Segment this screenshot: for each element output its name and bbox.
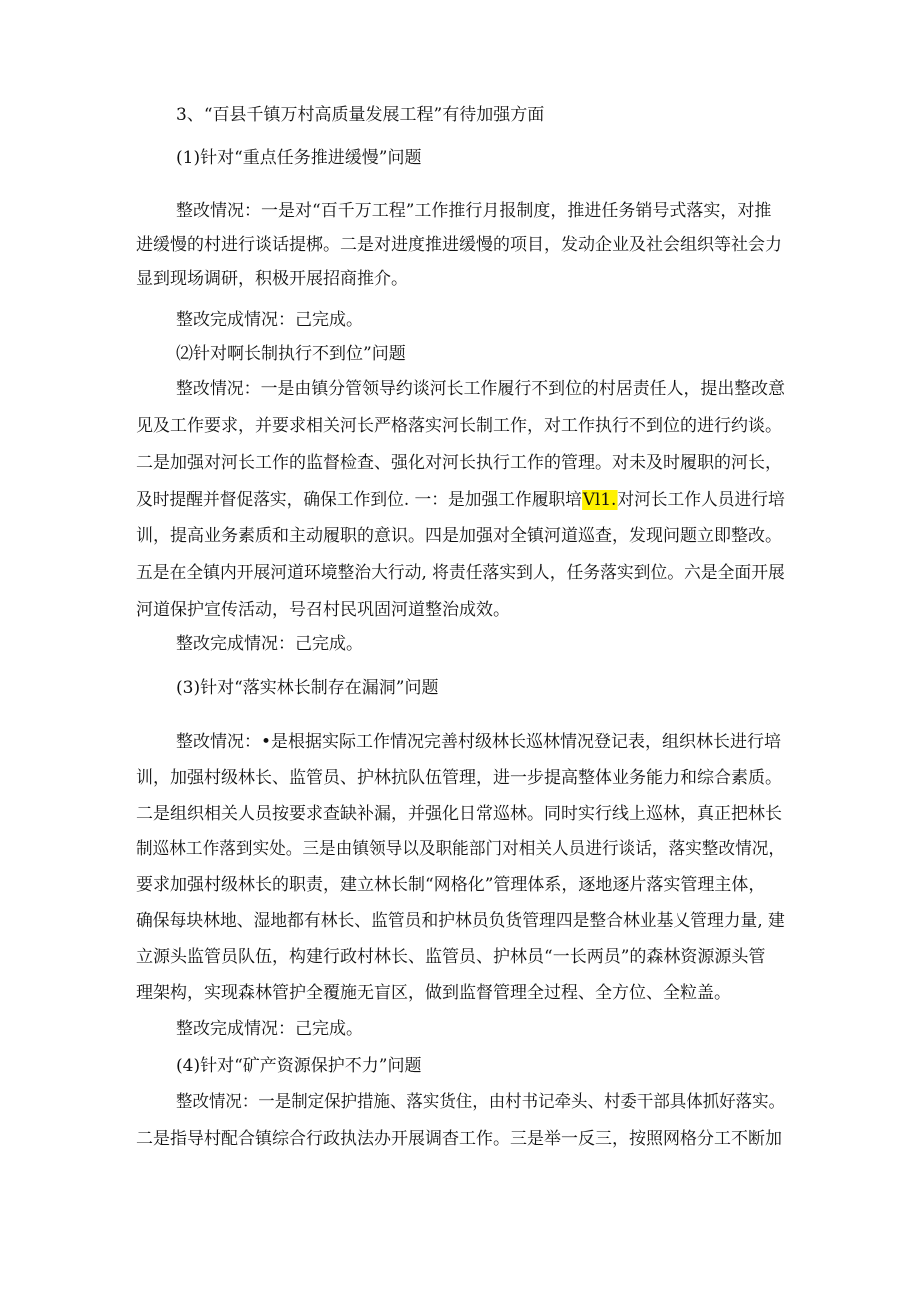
paragraph-line: 训，提高业务素质和主动履职的意识。四是加强对全镇河道巡查，发现问题立即整改。 <box>136 526 782 546</box>
text-segment: 及时提醒并督促落实，确保工作到位. 一：是加强工作履职培 <box>136 490 582 510</box>
paragraph-line: 河道保护宣传活动，号召村民巩固河道整治成效。 <box>136 600 510 620</box>
paragraph-line: 训，加强村级林长、监管员、护林抗队伍管理，进一步提高整体业务能力和综合素质。 <box>136 768 782 788</box>
subsection-title: (4)针对“矿产资源保护不力”问题 <box>176 1056 422 1076</box>
section-heading: 3、“百县千镇万村高质量发展工程”有待加强方面 <box>176 105 545 125</box>
paragraph-line: 确保每块林地、湿地都有林长、监管员和护林员负货管理四是整合林业基乂管理力量, 建 <box>136 911 785 931</box>
completion-status: 整改完成情况：己完成。 <box>176 1019 363 1039</box>
paragraph-line: 显到现场调研，积极开展招商推介。 <box>136 269 408 289</box>
subsection-title: (3)针对“落实林长制存在漏洞”问题 <box>176 678 439 698</box>
paragraph-line: 进缓慢的村进行谈话提梆。二是对进度推进缓慢的项目，发动企业及社会组织等社会力 <box>136 235 782 255</box>
paragraph-line: 二是加强对河长工作的监督检查、强化对河长执行工作的管理。对未及时履职的河长， <box>136 453 782 473</box>
paragraph-line: 制巡林工作落到实处。三是由镇领导以及职能部门对相关人员进行谈话，落实整改情况， <box>136 839 786 859</box>
subsection-title: ⑵针对啊长制执行不到位”问题 <box>176 344 406 364</box>
paragraph-line: 五是在全镇内开展河道环境整治大行动, 将责任落实到人，任务落实到位。六是全面开展 <box>136 563 785 583</box>
paragraph-line: 整改情况：一是由镇分管领导约谈河长工作履行不到位的村居责任人，提出整改意 <box>176 379 786 399</box>
paragraph-line: 见及工作要求，并要求相关河长严格落实河长制工作，对工作执行不到位的进行约谈。 <box>136 416 782 436</box>
paragraph-line: 立源头监管员队伍，构建行政村林长、监管员、护林员“一长两员”的森林资源源头管 <box>136 947 766 967</box>
completion-status: 整改完成情况：己完成。 <box>176 634 363 654</box>
paragraph-line: 二是指导村配合镇综合行政执法办开展调杳工作。三是举一反三，按照网格分工不断加 <box>136 1129 782 1149</box>
paragraph-line: 整改情况：一是对“百千万工程”工作推行月报制度，推进任务销号式落实，对推 <box>176 201 772 221</box>
paragraph-line: 理架构，实现森林管护全覆施无盲区，做到监督管理全过程、全方位、全粒盖。 <box>136 983 731 1003</box>
paragraph-line: 整改情况：一是制定保护措施、落实货住，由村书记牵头、村委干部具体抓好落实。 <box>176 1092 785 1112</box>
paragraph-line <box>136 488 785 512</box>
completion-status: 整改完成情况：己完成。 <box>176 310 363 330</box>
paragraph-line: 要求加强村级林长的职责，建立林长制“网格化”管理体系，逐地逐片落实管理主体， <box>136 875 766 895</box>
highlighted-text: Vl1. <box>582 490 617 510</box>
text-segment: 对河长工作人员进行培 <box>617 490 785 510</box>
subsection-title: (1)针对“重点任务推进缓慢”问题 <box>176 148 422 168</box>
paragraph-line: 整改情况：•是根据实际工作情况完善村级林长巡林情况登记表，组织林长进行培 <box>176 732 782 752</box>
paragraph-line: 二是组织相关人员按要求查缺补漏，并强化日常巡林。同时实行线上巡林，真正把林长 <box>136 804 782 824</box>
